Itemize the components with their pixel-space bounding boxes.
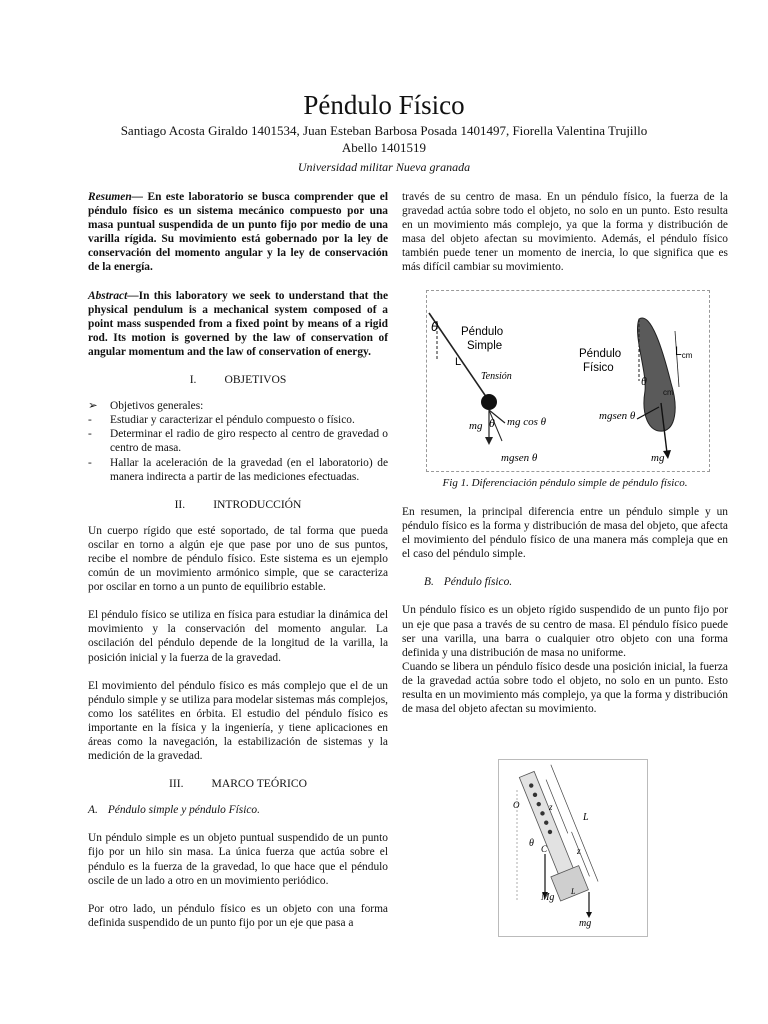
intro-paragraph-2: El péndulo físico se utiliza en física para estudiar la dinámica del movimiento y la conservación del momento angular. La oscilación del péndulo depende de la longitud de la varilla, la posición inicial y la fuerza de la gravedad. (88, 609, 388, 664)
marco-a-paragraph-2: Por otro lado, un péndulo físico es un objeto con una forma definida suspendido de un punto fijo por un eje que pasa a (88, 902, 388, 929)
figure-2 (498, 759, 648, 937)
right-column-lower (402, 505, 728, 730)
subsection-a-heading: A. Péndulo simple y péndulo Físico. (88, 804, 260, 817)
authors-line-1: Santiago Acosta Giraldo 1401534, Juan Esteban Barbosa Posada 1401497, Fiorella Valentina Trujillo (120, 123, 648, 138)
abstract-label: Abstract— (88, 289, 139, 302)
marco-b-paragraph-1: Un péndulo físico es un objeto rígido suspendido de un punto fijo por un eje que pasa a través de su centro de masa. El péndulo físico puede ser una varilla, una barra o cualquier otro objeto con una forma definida y una distribución de masa no uniforme. (402, 604, 728, 659)
fig2-Lc: L (571, 887, 576, 896)
fig2-zl: z (577, 846, 581, 856)
fig2-mg: mg (579, 918, 592, 929)
fig1-theta-3: θ (641, 374, 647, 388)
fig1-lcm: $L_{cm}$ (675, 344, 693, 360)
physical-pendulum-diagram (499, 760, 647, 936)
section-objetivos-heading: I. OBJETIVOS (189, 373, 287, 387)
fig1-cm: cm (663, 388, 674, 397)
resumen-text: En este laboratorio se busca comprender que el péndulo físico es un sistema mecánico compuesto por una masa puntual suspendida de un punto fijo por medio de una varilla rígida. Su movimiento está gobernado por la ley de conservación del momento angular y la ley de conservación de la energía. (88, 191, 388, 274)
fig2-O: O (513, 800, 520, 810)
figure-1-caption: Fig 1. Diferenciación péndulo simple de péndulo físico. (442, 477, 688, 489)
abstract-paragraph (88, 289, 388, 359)
authors-line-2: Abello 1401519 (341, 140, 427, 155)
marco-resumen-paragraph: En resumen, la principal diferencia entre un péndulo simple y un péndulo físico es la forma y distribución de masa del objeto, que afecta el movimiento del péndulo físico de una manera más compleja que en el caso del péndulo simple. (402, 506, 728, 561)
fig1-fisico-label-2: Físico (583, 362, 614, 374)
intro-paragraph-3: El movimiento del péndulo físico es más complejo que el de un péndulo simple y se utiliza para modelar sistemas más complejos, como los satélites en órbita. El estudio del péndulo físico es importante en la física y la ingeniería, y tiene aplicaciones en áreas como la navegación, la estabilización de sistemas y la medición de la gravedad. (88, 679, 388, 763)
fig1-mg-2: mg (651, 452, 665, 464)
section-marco-heading: III. MARCO TEÓRICO (169, 777, 307, 791)
intro-paragraph-1: Un cuerpo rígido que esté soportado, de tal forma que pueda oscilar en torno a algún eje que pase por uno de sus puntos, recibe el nombre de péndulo físico. Este sistema es un ejemplo común de un movimiento armónico simple, que se caracteriza por oscilar en torno a un punto de equilibrio estable. (88, 524, 388, 594)
fig2-theta: θ (529, 838, 534, 849)
fig2-L: L (583, 812, 589, 823)
pendulum-comparison-diagram (427, 291, 709, 471)
objetivos-list (88, 399, 388, 484)
list-item: - Hallar la aceleración de la gravedad (en el laboratorio) de manera indirecta a partir de las mediciones efectuadas. (88, 456, 388, 483)
right-column (402, 190, 728, 289)
marco-a-paragraph-1: Un péndulo simple es un objeto puntual suspendido de un punto fijo por un hilo sin masa. La única fuerza que actúa sobre el péndulo es la fuerza de la gravedad, lo que hace que el péndulo oscile de un lado a otro en un movimiento periódico. (88, 832, 388, 887)
fig1-fisico-label-1: Péndulo (579, 348, 622, 360)
fig2-z: z (549, 802, 553, 812)
abstract-text: In this laboratory we seek to understand that the physical pendulum is a mechanical system composed of a point mass suspended from a fixed point by means of a rigid rod. Its motion is governed by the law of conservation of angular momentum and the law of conservation of energy. (88, 289, 388, 358)
list-item: ➢ Objetivos generales: (88, 400, 204, 413)
section-introduccion-heading: II. INTRODUCCIÓN (174, 497, 302, 511)
fig1-theta-1: θ (431, 319, 439, 334)
fig1-mgsen-2: mgsen θ (599, 410, 636, 422)
fig1-mg: mg (469, 420, 483, 432)
resumen-paragraph (88, 190, 388, 275)
fig1-L: L (455, 356, 462, 368)
fig1-tension: Tensión (481, 371, 512, 382)
left-column (88, 190, 388, 944)
list-item: - Determinar el radio de giro respecto al centro de gravedad o centro de masa. (88, 428, 388, 455)
fig1-theta-2: θ (489, 416, 495, 430)
affiliation: Universidad militar Nueva granada (297, 160, 471, 174)
fig1-mgcos: mg cos θ (507, 416, 547, 428)
figure-1 (426, 290, 710, 472)
fig2-C: C (541, 844, 548, 854)
subsection-b-heading: B. Péndulo físico. (424, 576, 513, 589)
paper-title: Péndulo Físico (303, 90, 465, 120)
fig1-simple-label-1: Péndulo (461, 326, 504, 338)
author-list (84, 122, 684, 156)
fig2-Mg: Mg (541, 892, 555, 903)
fig1-simple-label-2: Simple (467, 340, 503, 352)
marco-b-paragraph-2: Cuando se libera un péndulo físico desde una posición inicial, la fuerza de la gravedad actúa sobre todo el objeto, no solo en un punto. Esto resulta en un movimiento más complejo, ya que la forma y distribución de masa del objeto afectan su movimiento. (402, 660, 728, 716)
marco-a-paragraph-2-cont: través de su centro de masa. En un péndulo físico, la fuerza de la gravedad actúa sobre todo el objeto, no solo en un punto. Esto resulta en un movimiento más complejo, ya que la forma y distribución de masa del objeto afectan su movimiento. Además, el péndulo físico también puede tener un momento de inercia, lo que significa que es más difícil cambiar su movimiento. (402, 191, 728, 274)
fig1-mgsen: mgsen θ (501, 452, 538, 464)
resumen-label: Resumen— (88, 191, 144, 203)
list-item: - Estudiar y caracterizar el péndulo compuesto o físico. (88, 414, 355, 427)
